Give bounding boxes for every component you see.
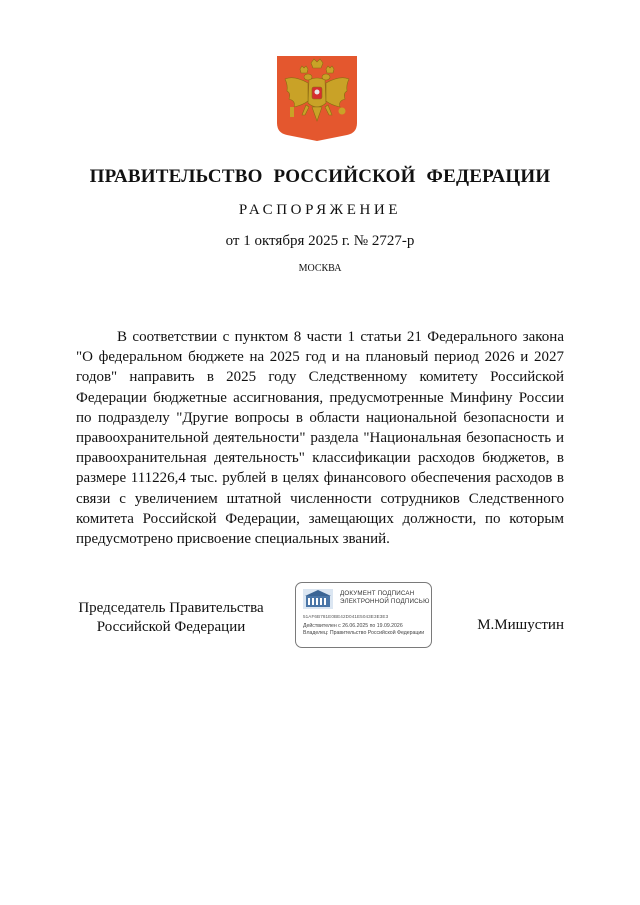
government-title: ПРАВИТЕЛЬСТВО РОССИЙСКОЙ ФЕДЕРАЦИИ bbox=[89, 166, 551, 187]
signatory-role-line1: Председатель Правительства bbox=[78, 600, 264, 616]
signatory-name: М.Мишустин bbox=[477, 617, 564, 633]
coat-of-arms-icon bbox=[276, 55, 358, 142]
document-type: РАСПОРЯЖЕНИЕ bbox=[238, 202, 402, 218]
order-paragraph: В соответствии с пунктом 8 части 1 статьи 21 Федерального закона "О федеральном бюджете на 2025 год и на плановый период 2026 и 2027 годов" направить в 2025 году Следственному комитету Российской Федерации бюджетные ассигнования, предусмотренные Минфину России по подразделу "Другие вопросы в области национальной безопасности и правоохранительной деятельности" раздела "Национальная безопасность и правоохранительная деятельность" классификации расходов бюджетов, в размере 111226,4 тыс. рублей в целях финансового обеспечения расходов в связи с увеличением штатной численности сотрудников Следственного комитета Российской Федерации, замещающих должности, по которым предусмотрено присвоение специальных званий. bbox=[76, 329, 564, 548]
stamp-owner: Владелец: Правительство Российской Федерации bbox=[303, 629, 425, 636]
electronic-signature-stamp bbox=[295, 582, 432, 648]
signatory-role-line2: Российской Федерации bbox=[96, 619, 246, 635]
stamp-certificate: 51AF6B781E0BE42D041E5043E3E3E3 bbox=[303, 614, 389, 619]
government-building-icon bbox=[303, 589, 333, 609]
stamp-title-line2: ЭЛЕКТРОННОЙ ПОДПИСЬЮ bbox=[340, 597, 430, 605]
signatory-role bbox=[76, 599, 266, 637]
stamp-validity bbox=[303, 623, 427, 636]
document-date-number: от 1 октября 2025 г. № 2727-р bbox=[225, 233, 415, 249]
stamp-title bbox=[340, 590, 430, 606]
stamp-title-line1: ДОКУМЕНТ ПОДПИСАН bbox=[340, 590, 415, 597]
stamp-valid-dates: Действителен с 26.06.2025 по 19.09.2026 bbox=[303, 623, 403, 629]
document-city: МОСКВА bbox=[298, 263, 342, 274]
